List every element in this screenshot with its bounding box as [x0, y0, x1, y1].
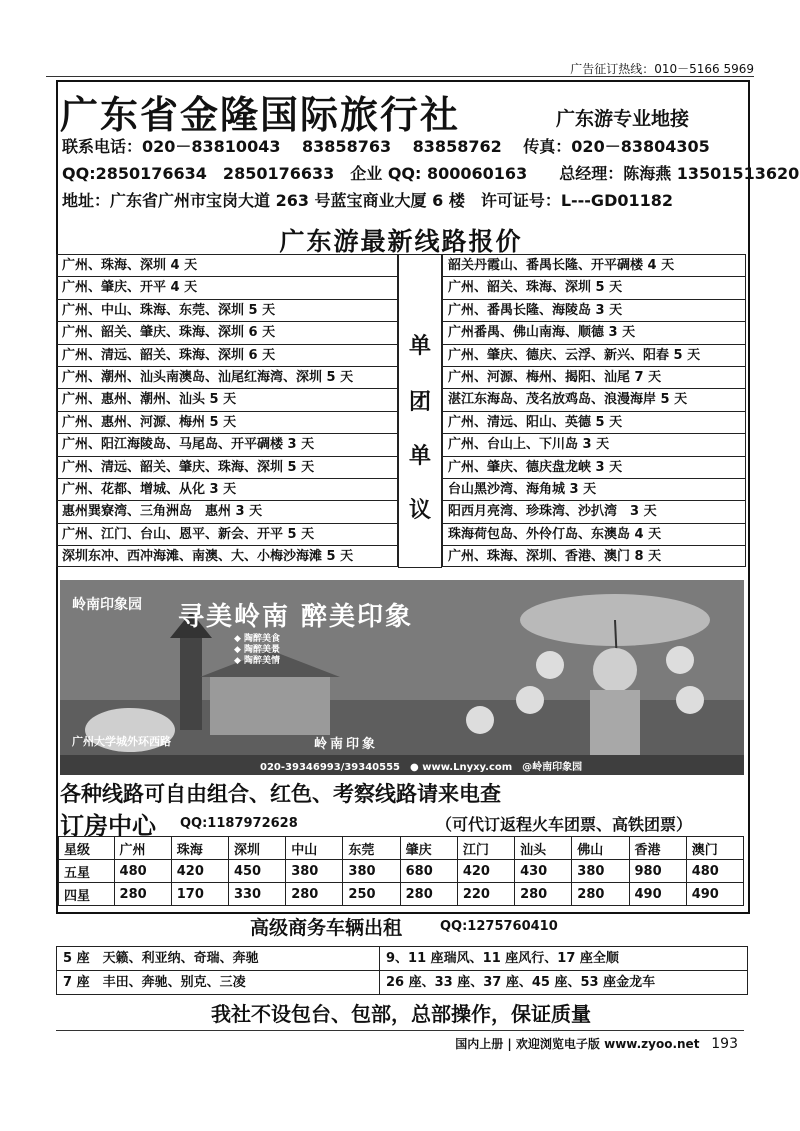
middle-char: 单	[408, 334, 431, 359]
route-item: 广州、江门、台山、恩平、新会、开平 5 天	[56, 523, 398, 545]
guarantee-statement: 我社不设包台、包部，总部操作，保证质量	[211, 1002, 591, 1026]
rate-header-cell: 珠海	[171, 837, 228, 860]
middle-char: 团	[408, 390, 431, 415]
banner-badge: 岭南印象	[314, 737, 379, 752]
footer-text: 国内上册 | 欢迎浏览电子版 www.zyoo.net	[455, 1037, 700, 1051]
route-item: 广州番禺、佛山南海、顺德 3 天	[442, 321, 746, 343]
route-item: 广州、惠州、河源、梅州 5 天	[56, 411, 398, 433]
route-item: 湛江东海岛、茂名放鸡岛、浪漫海岸 5 天	[442, 388, 746, 410]
banner-brand: 岭南印象园	[72, 597, 142, 613]
route-item: 韶关丹霞山、番禺长隆、开平碉楼 4 天	[442, 254, 746, 276]
rate-cell: 280	[114, 883, 171, 906]
rate-header-cell: 汕头	[515, 837, 572, 860]
rate-header-cell: 澳门	[686, 837, 743, 860]
footer-rule	[56, 1030, 744, 1031]
route-item: 广州、肇庆、德庆盘龙峡 3 天	[442, 456, 746, 478]
rate-cell: 220	[457, 883, 514, 906]
rate-cell: 280	[572, 883, 629, 906]
rate-cell: 250	[343, 883, 400, 906]
rate-cell: 380	[343, 860, 400, 883]
rate-cell: 480	[114, 860, 171, 883]
route-item: 广州、惠州、潮州、汕头 5 天	[56, 388, 398, 410]
banner-bullet: ◆ 陶醉美情	[234, 656, 281, 666]
rate-cell: 五星	[59, 860, 115, 883]
route-item: 广州、肇庆、德庆、云浮、新兴、阳春 5 天	[442, 344, 746, 366]
rate-cell: 380	[572, 860, 629, 883]
rate-row	[59, 883, 744, 906]
rate-row	[59, 860, 744, 883]
rate-cell: 380	[286, 860, 343, 883]
route-item: 广州、河源、梅州、揭阳、汕尾 7 天	[442, 366, 746, 388]
route-item: 广州、珠海、深圳、香港、澳门 8 天	[442, 545, 746, 567]
route-item: 广州、韶关、肇庆、珠海、深圳 6 天	[56, 321, 398, 343]
rate-cell: 四星	[59, 883, 115, 906]
route-item: 台山黑沙湾、海角城 3 天	[442, 478, 746, 500]
banner-contact: 020-39346993/39340555 ● www.Lnyxy.com @岭南印象园	[260, 762, 583, 773]
hotel-title: 订房中心	[60, 812, 156, 840]
route-item: 阳西月亮湾、珍珠湾、沙扒湾 3 天	[442, 500, 746, 522]
route-item: 珠海荷包岛、外伶仃岛、东澳岛 4 天	[442, 523, 746, 545]
hotel-rate-table	[58, 836, 744, 906]
vehicle-cell: 7 座 丰田、奔驰、别克、三凌	[57, 971, 380, 994]
route-item: 广州、清远、韶关、珠海、深圳 6 天	[56, 344, 398, 366]
theme-park-banner	[60, 580, 744, 775]
rate-header-cell: 香港	[629, 837, 686, 860]
rate-cell: 280	[515, 883, 572, 906]
rate-header-row	[59, 837, 744, 860]
route-item: 广州、潮州、汕头南澳岛、汕尾红海湾、深圳 5 天	[56, 366, 398, 388]
ad-hotline: 广告征订热线：010－5166 5969	[570, 62, 754, 76]
vehicle-cell: 5 座 天籁、利亚纳、奇瑞、奔驰	[57, 947, 380, 970]
vehicle-table	[56, 946, 748, 995]
vehicle-title: 高级商务车辆出租	[250, 917, 403, 939]
route-item: 惠州巽寮湾、三角洲岛 惠州 3 天	[56, 500, 398, 522]
routes-title: 广东游最新线路报价	[279, 227, 523, 256]
banner-bullet: ◆ 陶醉美食	[234, 634, 281, 644]
rate-cell: 980	[629, 860, 686, 883]
vehicle-cell: 26 座、33 座、37 座、45 座、53 座金龙车	[386, 975, 656, 990]
route-item: 广州、花都、增城、从化 3 天	[56, 478, 398, 500]
route-item: 广州、珠海、深圳 4 天	[56, 254, 398, 276]
rate-cell: 330	[228, 883, 285, 906]
rate-cell: 420	[171, 860, 228, 883]
page-number: 193	[711, 1036, 738, 1052]
routes-middle-note	[398, 254, 442, 568]
route-item: 深圳东冲、西冲海滩、南澳、大、小梅沙海滩 5 天	[56, 545, 398, 567]
routes-right-list	[442, 254, 746, 567]
rate-header-cell: 星级	[59, 837, 115, 860]
rate-header-cell: 中山	[286, 837, 343, 860]
hotel-qq: QQ:1187972628	[180, 816, 298, 831]
routes-left-list	[56, 254, 398, 567]
contact-line: 联系电话：020－83810043 83858763 83858762 传真：020－83804305	[62, 137, 710, 156]
qq-line: QQ:2850176634 2850176633 企业 QQ: 800060163 总经理：陈海燕 13501513620	[62, 164, 800, 183]
address-line: 地址：广东省广州市宝岗大道 263 号蓝宝商业大厦 6 楼 许可证号：L---GD01182	[62, 191, 674, 210]
rate-header-cell: 深圳	[228, 837, 285, 860]
route-item: 广州、番禺长隆、海陵岛 3 天	[442, 299, 746, 321]
top-rule	[46, 76, 754, 77]
agency-name: 广东省金隆国际旅行社	[60, 93, 461, 137]
rate-cell: 420	[457, 860, 514, 883]
route-item: 广州、清远、阳山、英德 5 天	[442, 411, 746, 433]
route-item: 广州、台山上、下川岛 3 天	[442, 433, 746, 455]
banner-headline: 寻美岭南 醉美印象	[178, 602, 414, 632]
rate-cell: 450	[228, 860, 285, 883]
rate-cell: 480	[686, 860, 743, 883]
rate-header-cell: 肇庆	[400, 837, 457, 860]
banner-bullet: ◆ 陶醉美景	[234, 645, 281, 655]
vehicle-row	[57, 971, 747, 994]
agency-slogan: 广东游专业地接	[556, 108, 690, 130]
route-item: 广州、清远、韶关、肇庆、珠海、深圳 5 天	[56, 456, 398, 478]
route-item: 广州、阳江海陵岛、马尾岛、开平碉楼 3 天	[56, 433, 398, 455]
hotel-note: （可代订返程火车团票、高铁团票）	[436, 815, 693, 834]
rate-header-cell: 广州	[114, 837, 171, 860]
rate-cell: 490	[629, 883, 686, 906]
vehicle-qq: QQ:1275760410	[440, 919, 558, 934]
rate-cell: 430	[515, 860, 572, 883]
footer	[455, 1035, 738, 1052]
middle-char: 议	[408, 498, 431, 523]
combine-note: 各种线路可自由组合、红色、考察线路请来电查	[60, 782, 501, 806]
route-item: 广州、韶关、珠海、深圳 5 天	[442, 276, 746, 298]
route-item: 广州、肇庆、开平 4 天	[56, 276, 398, 298]
rate-header-cell: 东莞	[343, 837, 400, 860]
rate-cell: 280	[286, 883, 343, 906]
vehicle-row	[57, 947, 747, 971]
middle-char: 单	[408, 444, 431, 469]
rate-cell: 490	[686, 883, 743, 906]
banner-bullets	[234, 634, 280, 667]
vehicle-cell: 9、11 座瑞风、11 座风行、17 座全顺	[386, 951, 619, 966]
rate-cell: 680	[400, 860, 457, 883]
rate-header-cell: 江门	[457, 837, 514, 860]
rate-header-cell: 佛山	[572, 837, 629, 860]
route-item: 广州、中山、珠海、东莞、深圳 5 天	[56, 299, 398, 321]
rate-cell: 170	[171, 883, 228, 906]
rate-cell: 280	[400, 883, 457, 906]
banner-address: 广州大学城外环西路	[72, 735, 171, 748]
